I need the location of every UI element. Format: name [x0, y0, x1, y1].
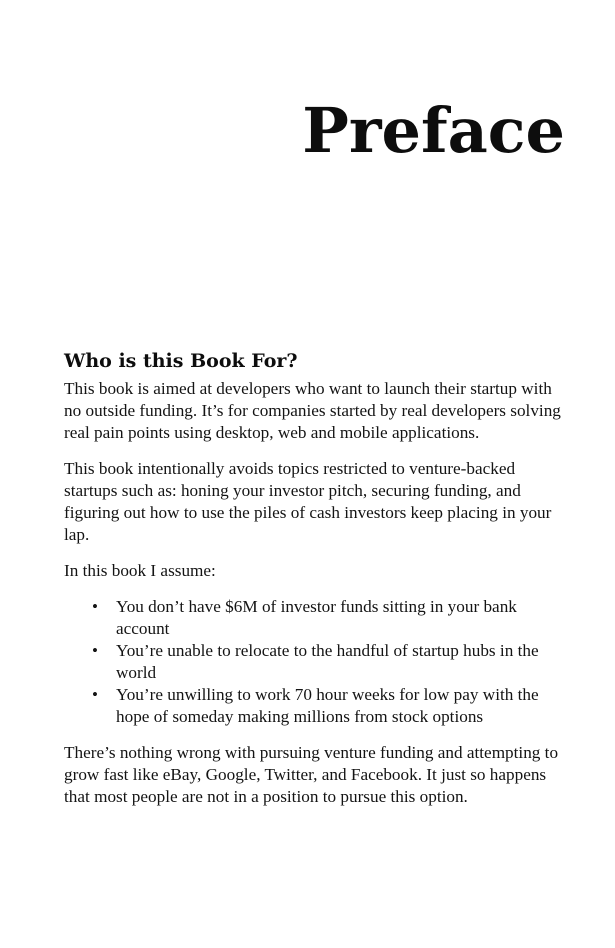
assumptions-lead: In this book I assume:	[64, 561, 216, 580]
list-item: • You’re unwilling to work 70 hour weeks for low pay with the hope of someday making millions from stock options	[116, 684, 570, 728]
page-title: Preface	[302, 94, 565, 167]
assumptions-list	[64, 596, 570, 728]
list-item: • You don’t have $6M of investor funds sitting in your bank account	[116, 596, 570, 640]
closing-paragraph: There’s nothing wrong with pursuing venture funding and attempting to grow fast like eBay, Google, Twitter, and Facebook. It just so happens that most people are not in a position to pursue this option.	[64, 743, 559, 806]
preface-body	[64, 348, 570, 822]
scope-paragraph: This book intentionally avoids topics restricted to venture-backed startups such as: honing your investor pitch, securing funding, and figuring out how to use the piles of cash investors keep placing in your lap.	[64, 459, 552, 544]
section-heading: Who is this Book For?	[64, 350, 298, 372]
intro-paragraph: This book is aimed at developers who want to launch their startup with no outside funding. It’s for companies started by real developers solving real pain points using desktop, web and mobile applications.	[64, 379, 561, 442]
list-item: • You’re unable to relocate to the handful of startup hubs in the world	[116, 640, 570, 684]
